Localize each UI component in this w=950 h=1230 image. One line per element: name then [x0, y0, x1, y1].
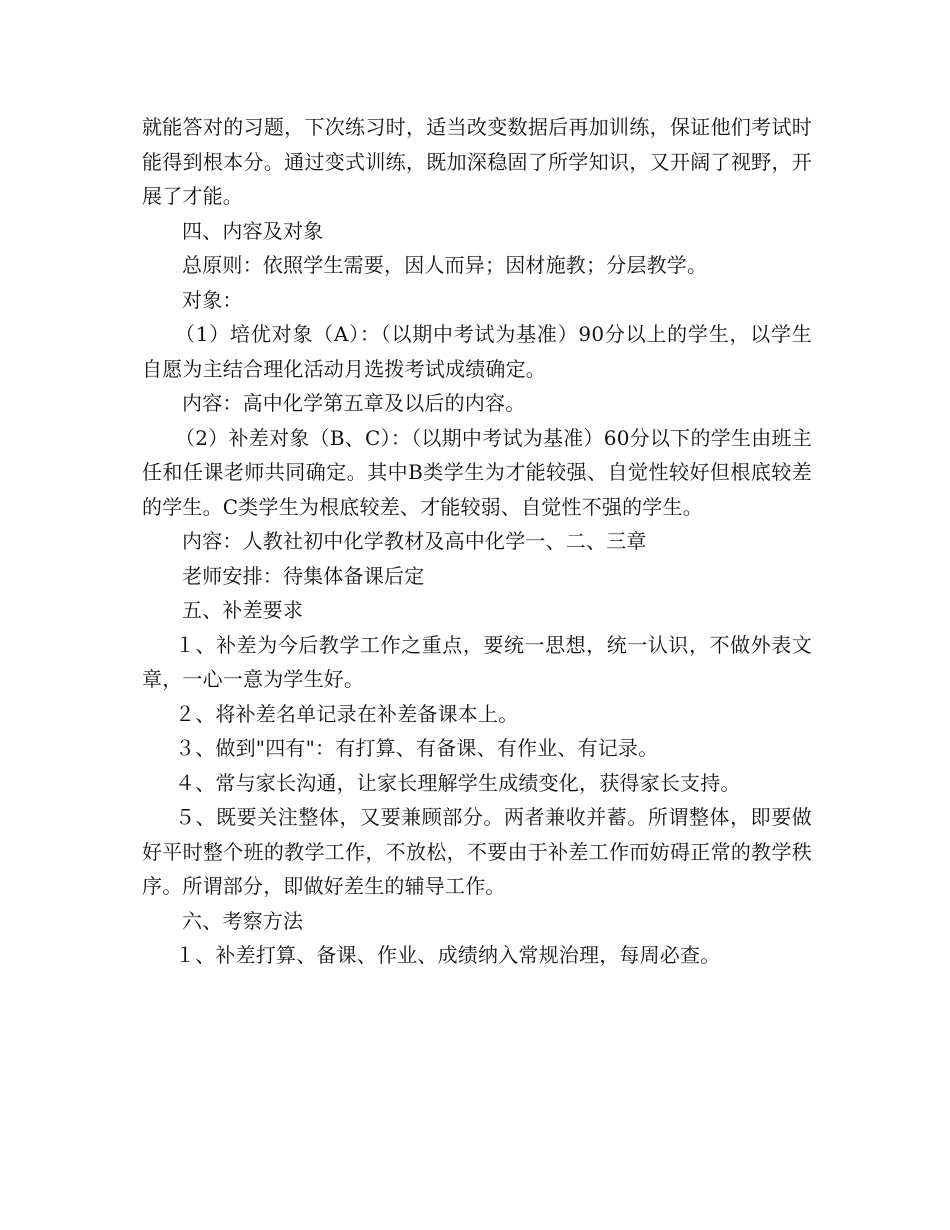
document-page [142, 110, 812, 973]
paragraph-target-a: （1）培优对象（A）：（以期中考试为基准）90分以上的学生，以学生自愿为主结合理化活动月选拨考试成绩确定。 [142, 322, 812, 381]
section-heading-6: 六、考察方法 [182, 908, 304, 933]
paragraph-target-bc: （2）补差对象（B、C）：（以期中考试为基准）60分以下的学生由班主任和任课老师共同确定。其中B类学生为才能较强、自觉性较好但根底较差的学生。C类学生为根底较差、才能较弱、自觉性不强的学生。 [142, 425, 812, 519]
paragraph-teacher-arrangement: 老师安排：待集体备课后定 [182, 563, 425, 588]
requirement-item-2: ２、将补差名单记录在补差备课本上。 [175, 701, 519, 726]
paragraph-target-label: 对象： [182, 287, 243, 312]
method-item-1: １、补差打算、备课、作业、成绩纳入常规治理，每周必查。 [175, 943, 721, 967]
paragraph-content-a: 内容：高中化学第五章及以后的内容。 [182, 391, 526, 415]
paragraph-continuation: 就能答对的习题，下次练习时，适当改变数据后再加训练，保证他们考试时能得到根本分。通过变式训练，既加深稳固了所学知识，又开阔了视野，开展了才能。 [142, 115, 812, 208]
requirement-item-1: １、补差为今后教学工作之重点，要统一思想，统一认识，不做外表文章，一心一意为学生好。 [142, 632, 812, 691]
requirement-item-3: ３、做到"四有"：有打算、有备课、有作业、有记录。 [175, 736, 659, 760]
requirement-item-4: ４、常与家长沟通，让家长理解学生成绩变化，获得家长支持。 [175, 770, 741, 795]
paragraph-principle: 总原则：依照学生需要，因人而异；因材施教；分层教学。 [182, 253, 708, 277]
paragraph-content-bc: 内容：人教社初中化学教材及高中化学一、二、三章 [182, 529, 647, 553]
section-heading-5: 五、补差要求 [182, 598, 304, 622]
requirement-item-5: ５、既要关注整体，又要兼顾部分。两者兼收并蓄。所谓整体，即要做好平时整个班的教学工作，不放松，不要由于补差工作而妨碍正常的教学秩序。所谓部分，即做好差生的辅导工作。 [142, 805, 812, 898]
section-heading-4: 四、内容及对象 [182, 218, 324, 243]
